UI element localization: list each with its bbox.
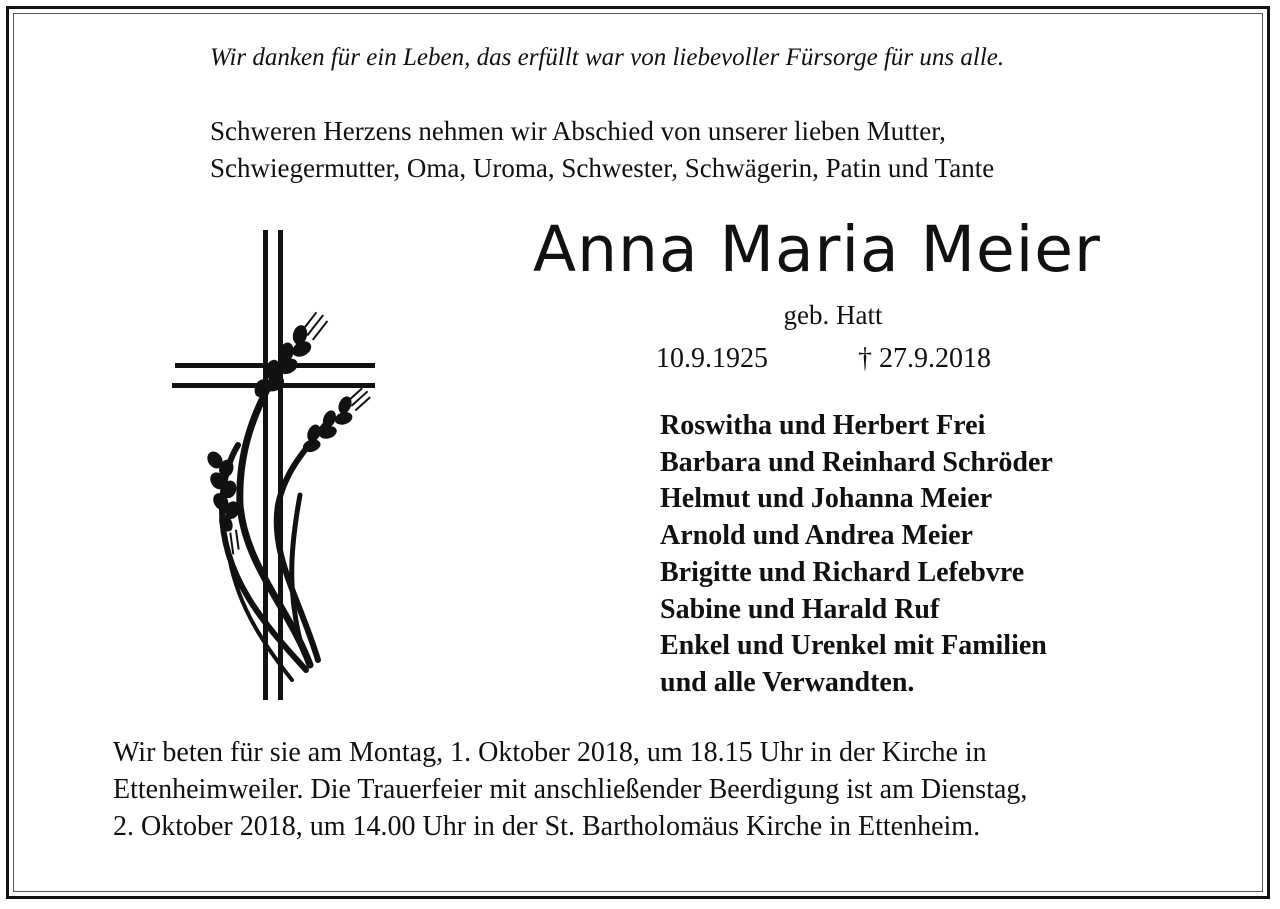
birth-date: 10.9.1925: [656, 343, 768, 374]
service-line-3: 2. Oktober 2018, um 14.00 Uhr in der St. Bartholomäus Kirche in Ettenheim.: [113, 811, 981, 842]
mourner-line: Barbara und Reinhard Schröder: [660, 446, 1053, 478]
death-date: † 27.9.2018: [858, 343, 991, 374]
mourner-line: Sabine und Harald Ruf: [660, 593, 940, 625]
deceased-name: Anna Maria Meier: [533, 213, 1101, 286]
mourner-line: Enkel und Urenkel mit Familien: [660, 630, 1047, 662]
mourner-line: Brigitte und Richard Lefebvre: [660, 556, 1025, 588]
service-details: [113, 734, 1027, 845]
mourner-line: Helmut und Johanna Meier: [660, 483, 993, 515]
mourner-line: Arnold und Andrea Meier: [660, 520, 973, 552]
mourner-line: und alle Verwandten.: [660, 666, 915, 698]
intro-line-2: Schwiegermutter, Oma, Uroma, Schwester, Schwägerin, Patin und Tante: [210, 153, 995, 183]
service-line-2: Ettenheimweiler. Die Trauerfeier mit anschließender Beerdigung ist am Dienstag,: [113, 774, 1028, 805]
intro-line-1: Schweren Herzens nehmen wir Abschied von unserer lieben Mutter,: [210, 116, 946, 146]
mourner-line: Roswitha und Herbert Frei: [660, 410, 986, 441]
cross-with-wheat-icon: [160, 220, 390, 710]
maiden-name: geb. Hatt: [783, 300, 883, 330]
service-line-1: Wir beten für sie am Montag, 1. Oktober 2018, um 18.15 Uhr in der Kirche in: [113, 737, 987, 768]
intro-text: [210, 113, 994, 187]
motto-line: Wir danken für ein Leben, das erfüllt war von liebevoller Fürsorge für uns alle.: [210, 44, 1005, 71]
mourners-list: [660, 408, 1053, 702]
